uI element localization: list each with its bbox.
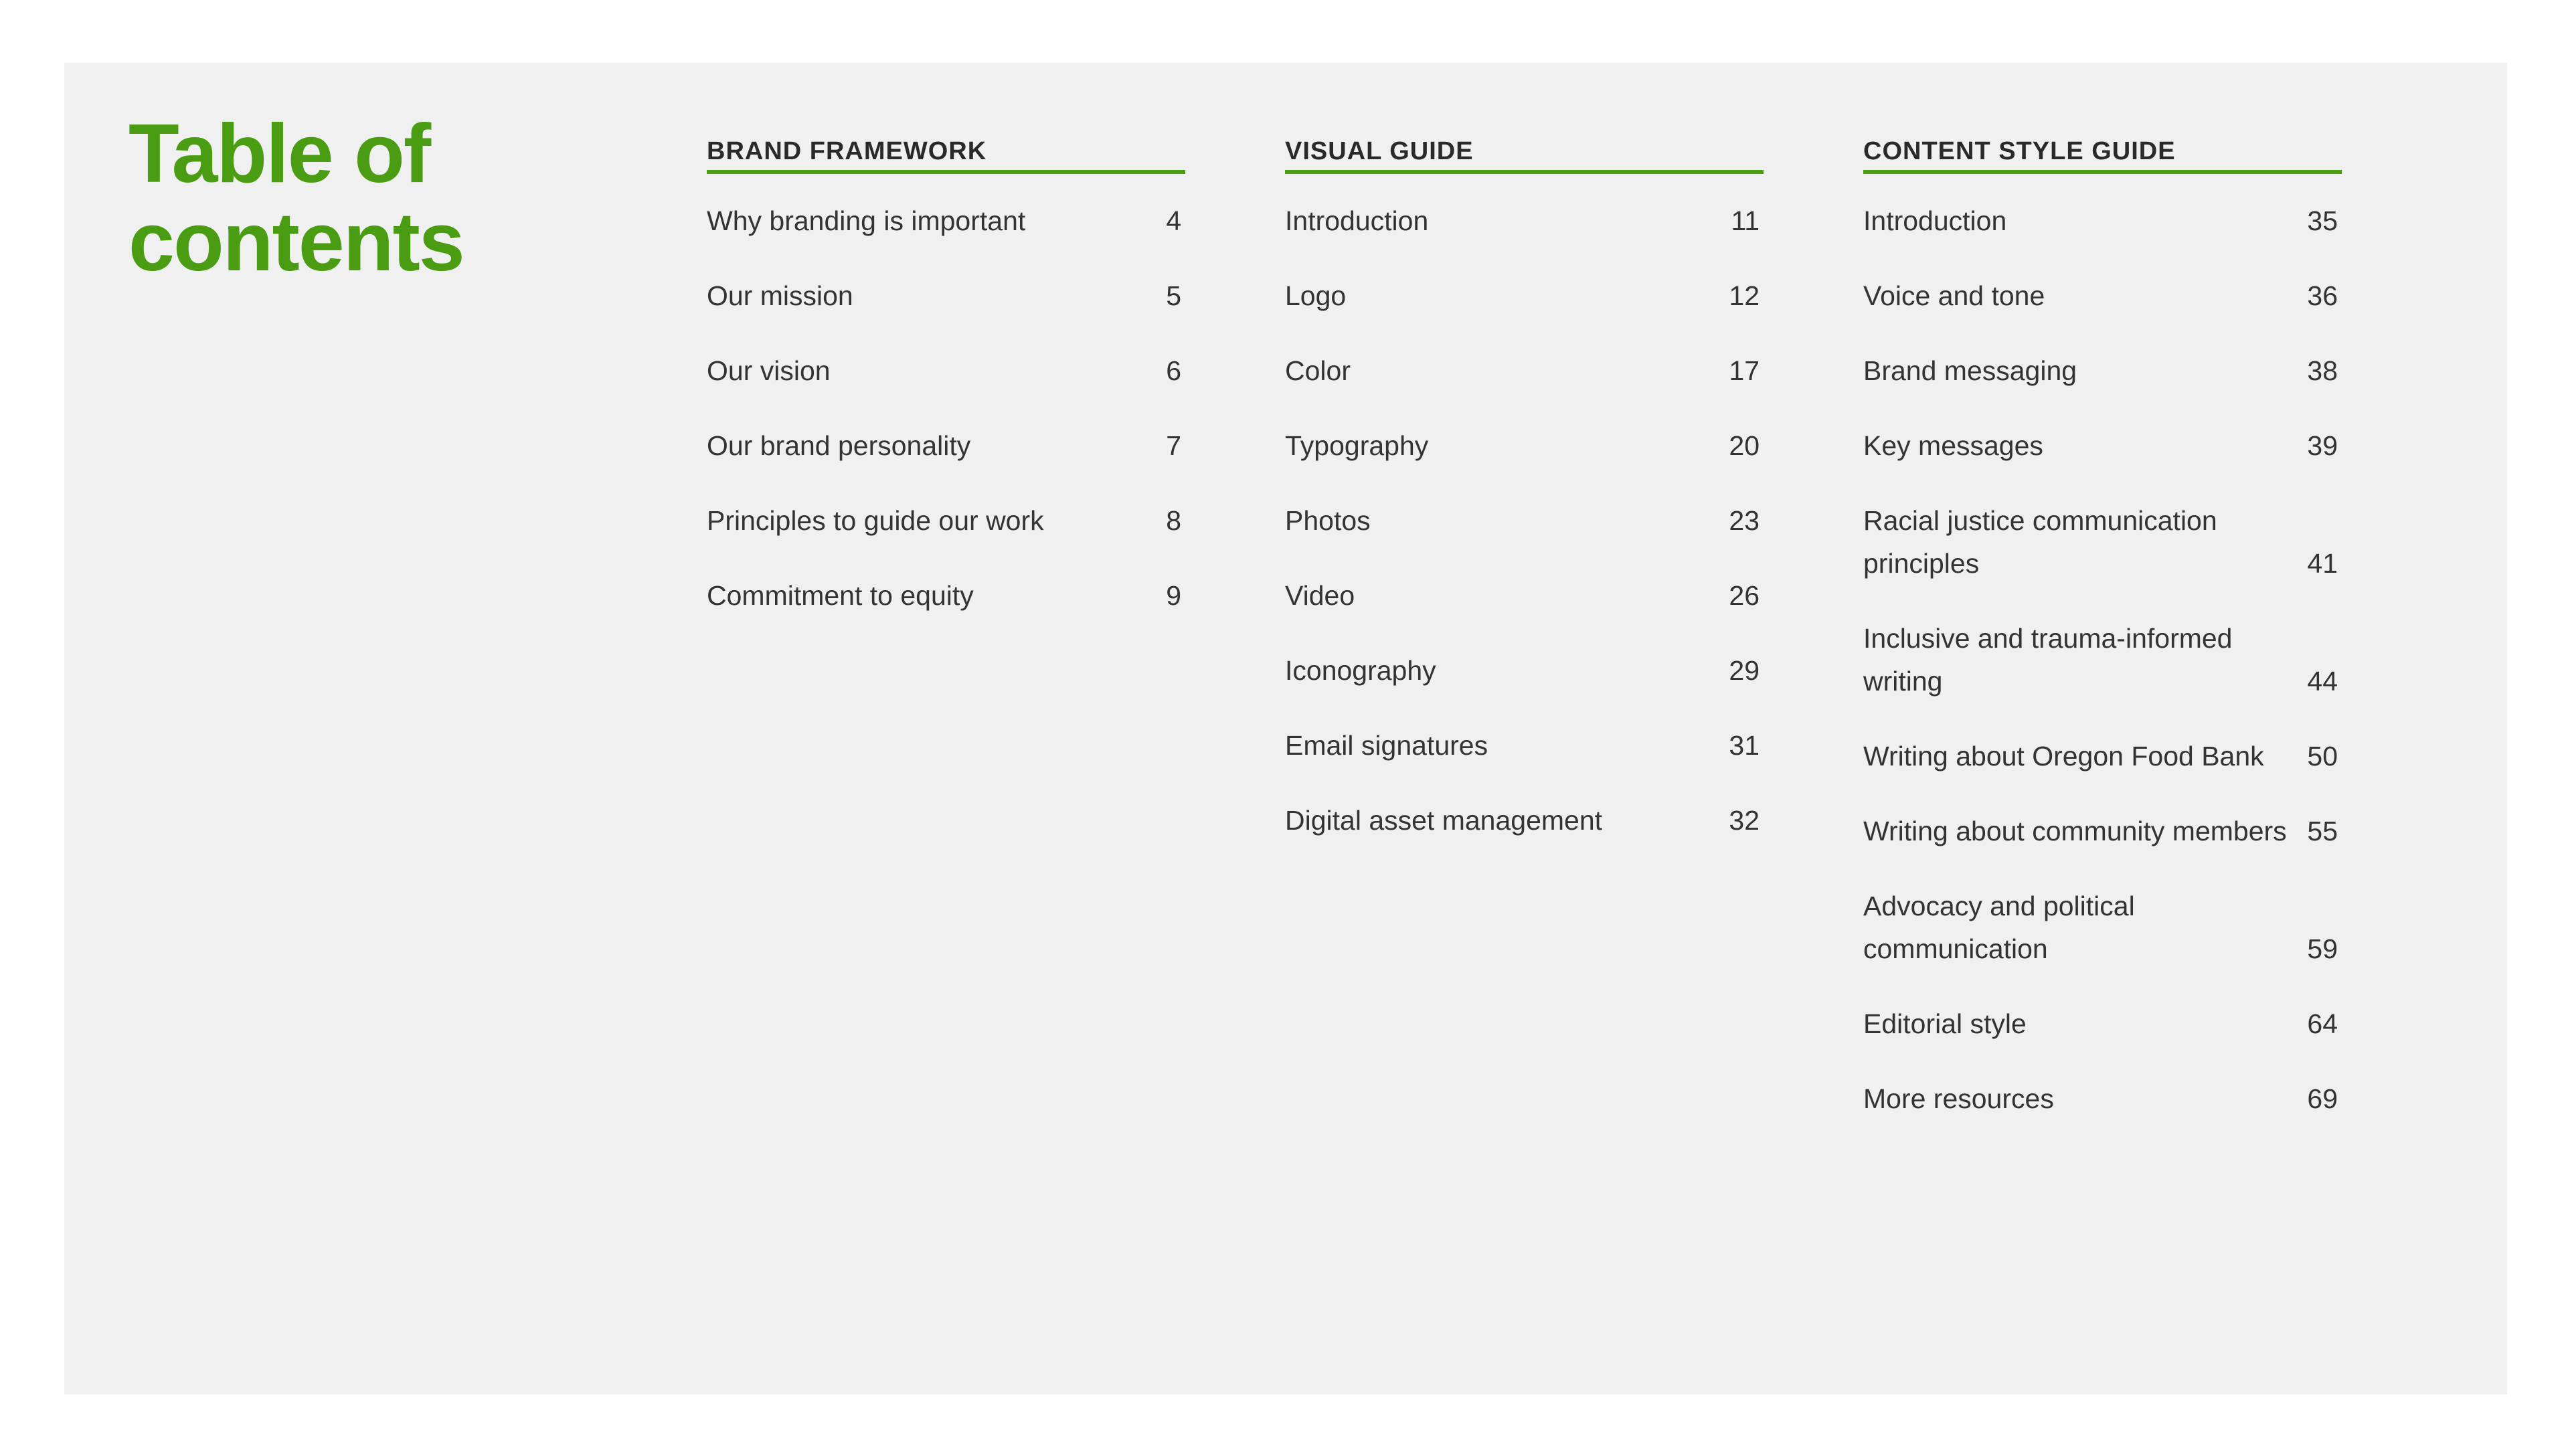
toc-entry[interactable]	[1863, 349, 2342, 392]
toc-entry[interactable]	[707, 574, 1185, 617]
toc-entry-title: More resources	[1863, 1083, 2054, 1114]
toc-entry-page: 5	[1166, 280, 1181, 311]
toc-entry[interactable]	[707, 349, 1185, 392]
toc-list	[1285, 199, 1764, 842]
toc-entry-title: Writing about Oregon Food Bank	[1863, 741, 2264, 771]
toc-entry-title: Racial justice communication principles	[1863, 505, 2217, 579]
section-heading: VISUAL GUIDE	[1285, 136, 1764, 174]
toc-entry[interactable]	[1285, 649, 1764, 692]
section-brand-framework	[707, 136, 1185, 649]
toc-entry[interactable]	[1863, 1077, 2342, 1120]
toc-entry-page: 9	[1166, 580, 1181, 611]
toc-entry-page: 4	[1166, 205, 1181, 236]
toc-entry-title: Our mission	[707, 280, 853, 311]
toc-entry[interactable]	[707, 274, 1185, 317]
toc-entry[interactable]	[1863, 424, 2342, 467]
toc-entry[interactable]	[1863, 199, 2342, 242]
toc-entry-title: Advocacy and political communication	[1863, 891, 2135, 964]
toc-entry-page: 12	[1729, 280, 1760, 311]
page-title: Table of contents	[128, 108, 464, 288]
toc-entry-page: 36	[2307, 280, 2338, 311]
toc-entry-page: 26	[1729, 580, 1760, 611]
toc-entry-title: Email signatures	[1285, 730, 1488, 761]
toc-entry[interactable]	[1863, 885, 2342, 970]
toc-entry[interactable]	[1863, 617, 2342, 703]
toc-entry[interactable]	[707, 199, 1185, 242]
section-heading: CONTENT STYLE GUIDE	[1863, 136, 2342, 174]
toc-list	[707, 199, 1185, 617]
toc-entry[interactable]	[1863, 810, 2342, 852]
toc-entry-page: 17	[1729, 355, 1760, 386]
toc-entry[interactable]	[1285, 424, 1764, 467]
toc-entry-title: Brand messaging	[1863, 355, 2077, 386]
toc-entry-title: Typography	[1285, 430, 1429, 461]
toc-entry-title: Voice and tone	[1863, 280, 2045, 311]
toc-entry-page: 69	[2307, 1083, 2338, 1114]
toc-entry[interactable]	[1285, 199, 1764, 242]
toc-entry-title: Photos	[1285, 505, 1371, 536]
toc-entry-page: 59	[2307, 933, 2338, 964]
toc-entry-title: Inclusive and trauma-informed writing	[1863, 623, 2233, 697]
toc-entry-title: Video	[1285, 580, 1355, 611]
toc-entry-title: Commitment to equity	[707, 580, 974, 611]
section-heading: BRAND FRAMEWORK	[707, 136, 1185, 174]
toc-entry-title: Digital asset management	[1285, 805, 1603, 836]
toc-entry-page: 55	[2307, 816, 2338, 846]
toc-entry[interactable]	[1285, 499, 1764, 542]
toc-entry-page: 44	[2307, 666, 2338, 697]
toc-entry-page: 50	[2307, 741, 2338, 771]
section-visual-guide	[1285, 136, 1764, 874]
toc-entry[interactable]	[1863, 1002, 2342, 1045]
toc-entry-page: 20	[1729, 430, 1760, 461]
toc-entry[interactable]	[1863, 274, 2342, 317]
toc-entry-page: 39	[2307, 430, 2338, 461]
toc-entry[interactable]	[1285, 574, 1764, 617]
toc-entry-page: 7	[1166, 430, 1181, 461]
toc-entry-title: Introduction	[1863, 205, 2007, 236]
toc-entry-title: Logo	[1285, 280, 1347, 311]
toc-entry-page: 32	[1729, 805, 1760, 836]
toc-entry[interactable]	[1863, 499, 2342, 585]
toc-entry-page: 11	[1731, 205, 1760, 236]
toc-entry-title: Why branding is important	[707, 205, 1026, 236]
toc-entry[interactable]	[1285, 799, 1764, 842]
toc-entry-title: Our vision	[707, 355, 831, 386]
toc-entry[interactable]	[707, 499, 1185, 542]
toc-entry[interactable]	[707, 424, 1185, 467]
toc-entry-title: Our brand personality	[707, 430, 971, 461]
toc-entry-page: 41	[2307, 548, 2338, 579]
toc-panel	[64, 63, 2507, 1394]
toc-entry[interactable]	[1285, 274, 1764, 317]
toc-entry[interactable]	[1285, 349, 1764, 392]
toc-entry-title: Color	[1285, 355, 1351, 386]
toc-entry-page: 6	[1166, 355, 1181, 386]
toc-entry-title: Iconography	[1285, 655, 1436, 686]
toc-entry-title: Introduction	[1285, 205, 1429, 236]
toc-entry-title: Principles to guide our work	[707, 505, 1044, 536]
toc-list	[1863, 199, 2342, 1120]
section-content-style-guide	[1863, 136, 2342, 1152]
toc-entry-page: 31	[1729, 730, 1760, 761]
toc-entry-title: Editorial style	[1863, 1008, 2027, 1039]
toc-entry-page: 35	[2307, 205, 2338, 236]
toc-entry-page: 8	[1166, 505, 1181, 536]
toc-entry-page: 23	[1729, 505, 1760, 536]
toc-entry-title: Writing about community members	[1863, 816, 2287, 846]
toc-entry-title: Key messages	[1863, 430, 2043, 461]
toc-entry-page: 29	[1729, 655, 1760, 686]
toc-entry-page: 38	[2307, 355, 2338, 386]
toc-entry-page: 64	[2307, 1008, 2338, 1039]
toc-entry[interactable]	[1285, 724, 1764, 767]
toc-entry[interactable]	[1863, 735, 2342, 778]
